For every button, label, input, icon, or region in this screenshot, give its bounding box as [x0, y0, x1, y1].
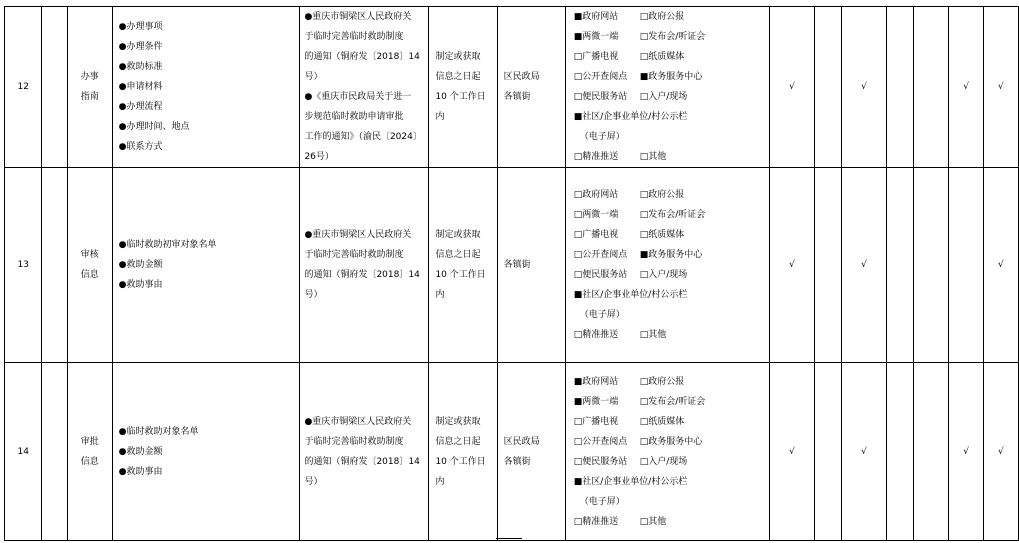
channel-row [574, 432, 769, 452]
channel-option: □政府公报 [639, 190, 685, 200]
time-line: 制定或获取 [435, 52, 481, 62]
category-line: 信息 [80, 270, 99, 280]
time-limit-cell [429, 168, 497, 363]
basis-line: 的通知（铜府发〔2018〕14 [304, 270, 420, 280]
check-mark-cell [983, 168, 1018, 363]
channel-option: ■两微一端 [573, 32, 619, 42]
subject-line: 各镇街 [503, 260, 531, 270]
time-line: 10 个工作日 [435, 92, 486, 102]
basis-line: 步规范临时救助申请审批 [304, 112, 404, 122]
row-number: 13 [17, 260, 29, 270]
channel-option: □便民服务站 [573, 456, 628, 467]
content-item: ●救助事由 [118, 466, 163, 477]
time-line: 10 个工作日 [435, 456, 486, 467]
subject-line: 各镇街 [503, 92, 531, 102]
channels-cell [565, 168, 769, 363]
content-item: ●联系方式 [118, 142, 163, 152]
category-line: 审核 [80, 250, 99, 260]
channel-option: □发布会/听证会 [639, 396, 706, 407]
channels-cell [565, 7, 769, 168]
check-mark-cell [949, 363, 983, 541]
channel-option: □其他 [639, 330, 667, 340]
category-line: 指南 [80, 92, 99, 102]
basis-line: 于临时完善临时救助制度 [304, 250, 404, 260]
channel-row [574, 87, 769, 107]
channel-option: ■社区/企事业单位/村公示栏 [573, 476, 688, 487]
check-mark-cell [769, 168, 815, 363]
check-mark-cell [949, 7, 983, 168]
time-limit-cell [429, 363, 497, 541]
channel-option: ■政府网站 [573, 376, 619, 387]
basis-line: 的通知（铜府发〔2018〕14 [304, 52, 420, 62]
time-line: 信息之日起 [435, 72, 481, 82]
basis-line: 号） [304, 290, 323, 300]
time-line: 制定或获取 [435, 416, 481, 427]
check-mark: √ [963, 82, 969, 92]
channel-option: ■政府网站 [573, 12, 619, 22]
category-cell [67, 363, 112, 541]
time-line: 内 [435, 112, 445, 122]
channel-row [574, 452, 769, 472]
check-mark-cell [913, 168, 949, 363]
check-mark-cell [815, 7, 841, 168]
channel-option: □政务服务中心 [639, 436, 703, 447]
channel-option: □精准推送 [573, 516, 619, 527]
channel-option: □入户/现场 [639, 92, 688, 102]
time-line: 内 [435, 476, 445, 487]
content-cell [112, 363, 300, 541]
page-footer-line [496, 538, 522, 543]
check-mark: √ [997, 260, 1004, 270]
subject-line: 区民政局 [503, 72, 540, 82]
basis-line: 的通知（铜府发〔2018〕14 [304, 456, 420, 467]
channel-option: □公开查阅点 [573, 250, 628, 260]
content-item: ●办理时间、地点 [118, 122, 190, 132]
check-mark: √ [789, 82, 795, 92]
channel-option: □发布会/听证会 [639, 32, 706, 42]
check-mark-cell [887, 363, 913, 541]
channel-option: ■政务服务中心 [639, 72, 703, 82]
channel-row [574, 412, 769, 432]
channel-row [574, 185, 769, 205]
category-line: 办事 [80, 72, 99, 82]
channel-row [574, 107, 769, 127]
channel-option: ■政务服务中心 [639, 250, 703, 260]
channel-row [574, 472, 769, 492]
channel-option: （电子屏） [579, 132, 625, 142]
table-row [5, 168, 1019, 363]
content-item: ●申请材料 [118, 82, 163, 92]
basis-line: 号） [304, 476, 323, 487]
row-number-cell [5, 363, 42, 541]
channel-option: □政府公报 [639, 12, 685, 22]
channel-option: □其他 [639, 516, 667, 527]
channel-row [574, 305, 769, 325]
channel-option: □入户/现场 [639, 456, 688, 467]
check-mark: √ [861, 260, 867, 270]
row-number-cell [5, 168, 42, 363]
content-list [113, 17, 300, 157]
channel-option: ■社区/企事业单位/村公示栏 [573, 112, 688, 122]
check-mark-cell [913, 7, 949, 168]
channel-option: □政府公报 [639, 376, 685, 387]
content-item: ●救助金额 [118, 260, 163, 270]
check-mark-cell [949, 168, 983, 363]
channel-row [574, 205, 769, 225]
channel-option: □两微一端 [573, 210, 619, 220]
content-item: ●救助标准 [118, 62, 163, 72]
check-mark-cell [913, 363, 949, 541]
time-line: 10 个工作日 [435, 270, 486, 280]
check-mark: √ [789, 446, 795, 457]
content-item: ●救助事由 [118, 280, 163, 290]
content-list [113, 235, 300, 295]
basis-line: ●重庆市铜梁区人民政府关 [304, 230, 412, 240]
check-mark-cell [769, 363, 815, 541]
category-cell [67, 7, 112, 168]
channel-option: （电子屏） [579, 310, 625, 320]
blank-cell [42, 7, 67, 168]
channel-option: □其他 [639, 152, 667, 162]
channel-row [574, 147, 769, 167]
channel-option: □便民服务站 [573, 92, 628, 102]
disclosure-table [4, 6, 1019, 541]
check-mark-cell [815, 363, 841, 541]
blank-cell [42, 168, 67, 363]
channel-option: （电子屏） [579, 496, 625, 507]
channel-option: □广播电视 [573, 230, 619, 240]
row-number: 14 [17, 446, 29, 457]
channel-row [574, 285, 769, 305]
channel-option: □公开查阅点 [573, 72, 628, 82]
content-cell [112, 168, 300, 363]
time-line: 信息之日起 [435, 250, 481, 260]
basis-line: 26号） [304, 152, 334, 162]
basis-line: 于临时完善临时救助制度 [304, 436, 404, 447]
channel-option: ■社区/企事业单位/村公示栏 [573, 290, 688, 300]
channel-row [574, 225, 769, 245]
basis-line: ●重庆市铜梁区人民政府关 [304, 12, 412, 22]
check-mark-cell [841, 7, 887, 168]
channel-option: □精准推送 [573, 152, 619, 162]
channel-row [574, 265, 769, 285]
content-item: ●救助金额 [118, 446, 163, 457]
time-line: 制定或获取 [435, 230, 481, 240]
row-number-cell [5, 7, 42, 168]
channel-row [574, 325, 769, 345]
channel-row [574, 392, 769, 412]
check-mark-cell [841, 363, 887, 541]
check-mark: √ [861, 82, 867, 92]
channel-option: □政府网站 [573, 190, 619, 200]
content-item: ●办理事项 [118, 22, 163, 32]
check-mark-cell [983, 363, 1018, 541]
check-mark: √ [997, 82, 1004, 92]
content-item: ●临时救助初审对象名单 [118, 240, 217, 250]
channel-row [574, 512, 769, 532]
basis-cell [300, 168, 429, 363]
channel-row [574, 67, 769, 87]
time-line: 内 [435, 290, 445, 300]
basis-line: 于临时完善临时救助制度 [304, 32, 404, 42]
basis-line: ●重庆市铜梁区人民政府关 [304, 416, 412, 427]
basis-cell [300, 7, 429, 168]
channel-option: □公开查阅点 [573, 436, 628, 447]
channel-row [574, 47, 769, 67]
basis-line: 号） [304, 72, 323, 82]
channel-option: ■两微一端 [573, 396, 619, 407]
check-mark: √ [789, 260, 795, 270]
channel-option: □精准推送 [573, 330, 619, 340]
basis-line: ●《重庆市民政局关于进一 [304, 92, 412, 102]
content-item: ●办理流程 [118, 102, 163, 112]
channel-option: □纸质媒体 [639, 230, 685, 240]
check-mark: √ [963, 446, 969, 457]
channel-option: □广播电视 [573, 52, 619, 62]
check-mark-cell [769, 7, 815, 168]
channels-cell [565, 363, 769, 541]
channel-row [574, 492, 769, 512]
check-mark-cell [841, 168, 887, 363]
check-mark-cell [983, 7, 1018, 168]
channel-row [574, 372, 769, 392]
content-list [113, 422, 300, 482]
table-row [5, 7, 1019, 168]
channel-row [574, 7, 769, 27]
time-line: 信息之日起 [435, 436, 481, 447]
table-row [5, 363, 1019, 541]
channel-row [574, 245, 769, 265]
check-mark: √ [861, 446, 867, 457]
channel-option: □发布会/听证会 [639, 210, 706, 220]
basis-line: 工作的通知》（渝民〔2024〕 [304, 132, 422, 142]
time-limit-cell [429, 7, 497, 168]
subject-cell [497, 168, 565, 363]
category-line: 审批 [80, 436, 99, 447]
subject-line: 各镇街 [503, 456, 531, 467]
subject-cell [497, 7, 565, 168]
row-number: 12 [17, 82, 29, 92]
channel-option: □纸质媒体 [639, 416, 685, 427]
check-mark-cell [887, 168, 913, 363]
blank-cell [42, 363, 67, 541]
channel-row [574, 127, 769, 147]
category-cell [67, 168, 112, 363]
channel-option: □广播电视 [573, 416, 619, 427]
subject-line: 区民政局 [503, 436, 540, 447]
check-mark: √ [997, 446, 1004, 457]
basis-cell [300, 363, 429, 541]
content-item: ●临时救助对象名单 [118, 426, 199, 437]
content-cell [112, 7, 300, 168]
category-line: 信息 [80, 456, 99, 467]
check-mark-cell [887, 7, 913, 168]
subject-cell [497, 363, 565, 541]
channel-option: □入户/现场 [639, 270, 688, 280]
channel-row [574, 27, 769, 47]
channel-option: □纸质媒体 [639, 52, 685, 62]
channel-option: □便民服务站 [573, 270, 628, 280]
check-mark-cell [815, 168, 841, 363]
content-item: ●办理条件 [118, 42, 163, 52]
